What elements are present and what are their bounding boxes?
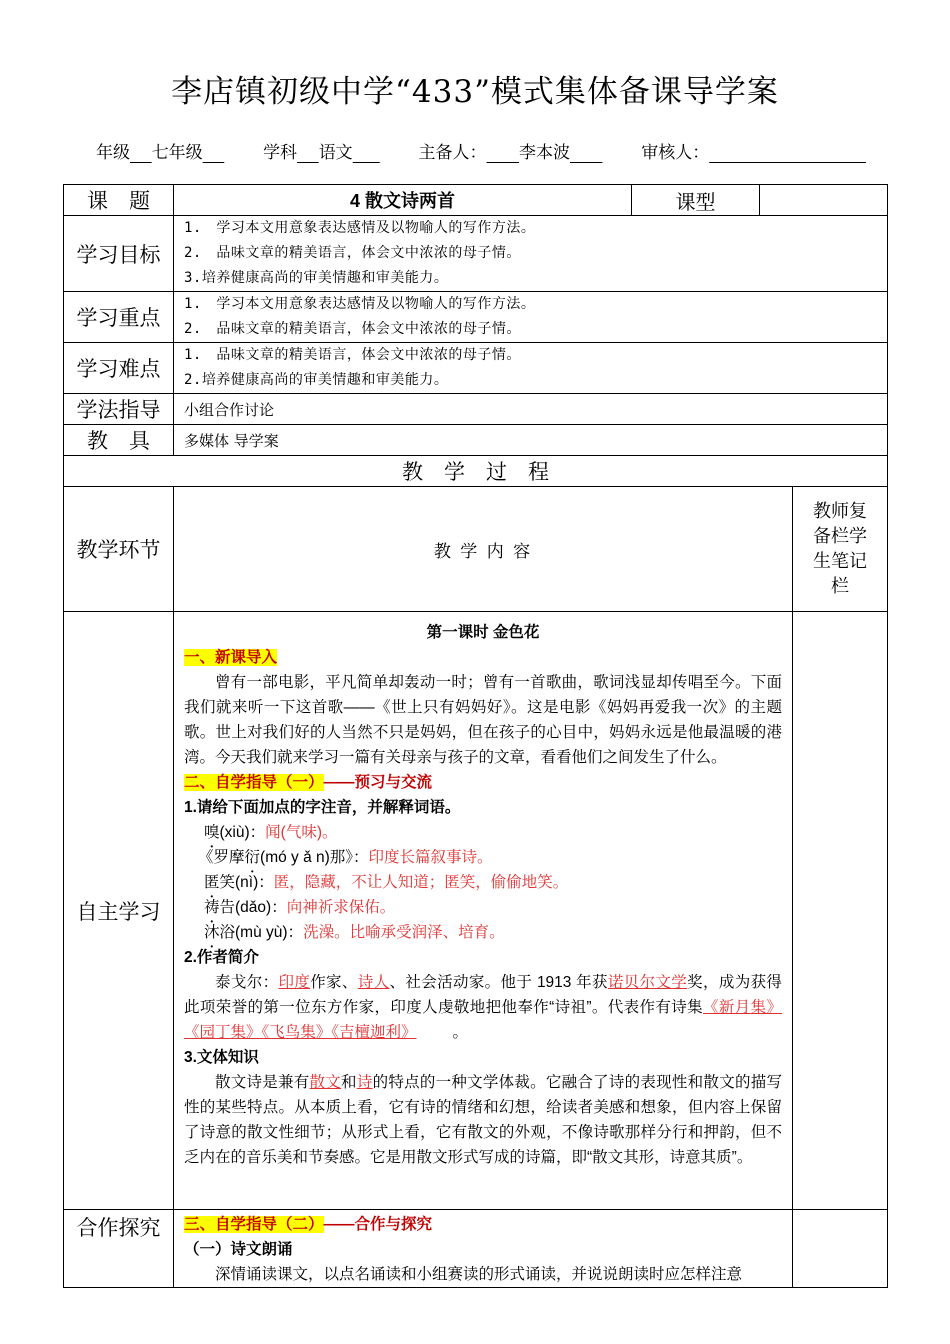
author-heading: 2.作者简介	[184, 949, 259, 966]
self-study-label: 自主学习	[64, 612, 174, 1210]
guide2-heading: 三、自学指导（二）——合作与探究	[184, 1216, 433, 1233]
author-intro: 泰戈尔：印度作家、诗人、社会活动家。他于 1913 年获诺贝尔文学奖，成为获得此项荣誉的第一位东方作家，印度人虔敬地把他奉作“诗祖”。代表作有诗集《新月集》《园丁集》《飞鸟集》《吉檀迦利》 。	[184, 974, 782, 1041]
subject-value: 语文	[318, 143, 353, 163]
genre-heading: 3.文体知识	[184, 1049, 259, 1066]
method-value: 小组合作讨论	[174, 394, 888, 425]
difficulties-label: 学习难点	[64, 343, 174, 394]
topic-label: 课 题	[64, 185, 174, 216]
goal-item: 3.培养健康高尚的审美情趣和审美能力。	[184, 270, 449, 286]
process-heading: 教 学 过 程	[64, 456, 888, 487]
vocab-item: 沐浴(mù yù)：洗澡。比喻承受润泽、培育。	[204, 924, 505, 941]
topic-value: 4 散文诗两首	[174, 185, 632, 216]
goals-list	[174, 216, 888, 292]
type-label: 课型	[632, 185, 760, 216]
reading-paragraph: 深情诵读课文，以点名诵读和小组赛读的形式诵读，并说说朗读时应怎样注意	[215, 1266, 743, 1283]
grade-value: 七年级	[151, 143, 203, 163]
tools-value: 多媒体 导学案	[174, 425, 888, 456]
difficulty-item: 1. 品味文章的精美语言，体会文中浓浓的母子情。	[184, 347, 521, 363]
vocab-item: 嗅(xiù)：闻(气味)。	[204, 824, 338, 841]
page-title: 李店镇初级中学“433”模式集体备课导学案	[171, 74, 779, 110]
goals-label: 学习目标	[64, 216, 174, 292]
vocab-heading: 1.请给下面加点的字注音，并解释词语。	[184, 799, 461, 816]
method-label: 学法指导	[64, 394, 174, 425]
difficulties-list	[174, 343, 888, 394]
lesson-plan-table	[63, 184, 888, 1288]
author-value: 李本波	[518, 143, 570, 163]
vocab-item: 祷告(dǎo)：向神祈求保佑。	[204, 899, 396, 916]
goal-item: 1. 学习本文用意象表达感情及以物喻人的写作方法。	[184, 220, 536, 236]
genre-paragraph: 散文诗是兼有散文和诗的特点的一种文学体裁。它融合了诗的表现性和散文的描写性的某些特点。从本质上看，它有诗的情绪和幻想，给读者美感和想象，但内容上保留了诗意的散文性细节；从形式上看，它有散文的外观，不像诗歌那样分行和押韵，但不乏内在的音乐美和节奏感。它是用散文形式写成的诗篇，即“散文其形，诗意其质”。	[184, 1074, 782, 1166]
keypoint-item: 2. 品味文章的精美语言，体会文中浓浓的母子情。	[184, 321, 521, 337]
tools-label: 教 具	[64, 425, 174, 456]
header-meta	[96, 138, 866, 163]
guide1-heading: 二、自学指导（一）——预习与交流	[184, 774, 433, 791]
keypoints-list	[174, 292, 888, 343]
self-study-notes	[793, 612, 888, 1210]
grade-label: 年级	[96, 143, 130, 163]
self-study-content	[174, 612, 793, 1210]
lesson-title: 第一课时 金色花	[426, 624, 540, 641]
reading-heading: （一）诗文朗诵	[184, 1241, 293, 1258]
author-label: 主备人：	[418, 143, 487, 163]
vocab-item: 《罗摩衍(mó y ǎ n)那》：印度长篇叙事诗。	[198, 849, 493, 866]
reviewer-value	[709, 143, 866, 163]
goal-item: 2. 品味文章的精美语言，体会文中浓浓的母子情。	[184, 245, 521, 261]
subject-label: 学科	[263, 143, 298, 163]
reviewer-label: 审核人：	[641, 143, 710, 163]
coop-label: 合作探究	[64, 1210, 174, 1288]
keypoints-label: 学习重点	[64, 292, 174, 343]
vocab-item: 匿笑(nì)：匿，隐藏，不让人知道；匿笑，偷偷地笑。	[204, 874, 569, 891]
difficulty-item: 2.培养健康高尚的审美情趣和审美能力。	[184, 372, 449, 388]
notes-label: 教师复备栏学生笔记栏	[793, 487, 888, 612]
keypoint-item: 1. 学习本文用意象表达感情及以物喻人的写作方法。	[184, 296, 536, 312]
stage-label: 教学环节	[64, 487, 174, 612]
intro-paragraph: 曾有一部电影，平凡简单却轰动一时；曾有一首歌曲，歌词浅显却传唱至今。下面我们就来听一下这首歌——《世上只有妈妈好》。这是电影《妈妈再爱我一次》的主题歌。世上对我们好的人当然不只是妈妈，但在孩子的心目中，妈妈永远是他最温暖的港湾。今天我们就来学习一篇有关母亲与孩子的文章，看看他们之间发生了什么。	[184, 674, 782, 766]
intro-heading: 一、新课导入	[184, 649, 278, 666]
coop-content	[174, 1210, 793, 1288]
content-label: 教 学 内 容	[174, 487, 793, 612]
type-value	[760, 185, 888, 216]
coop-notes	[793, 1210, 888, 1288]
